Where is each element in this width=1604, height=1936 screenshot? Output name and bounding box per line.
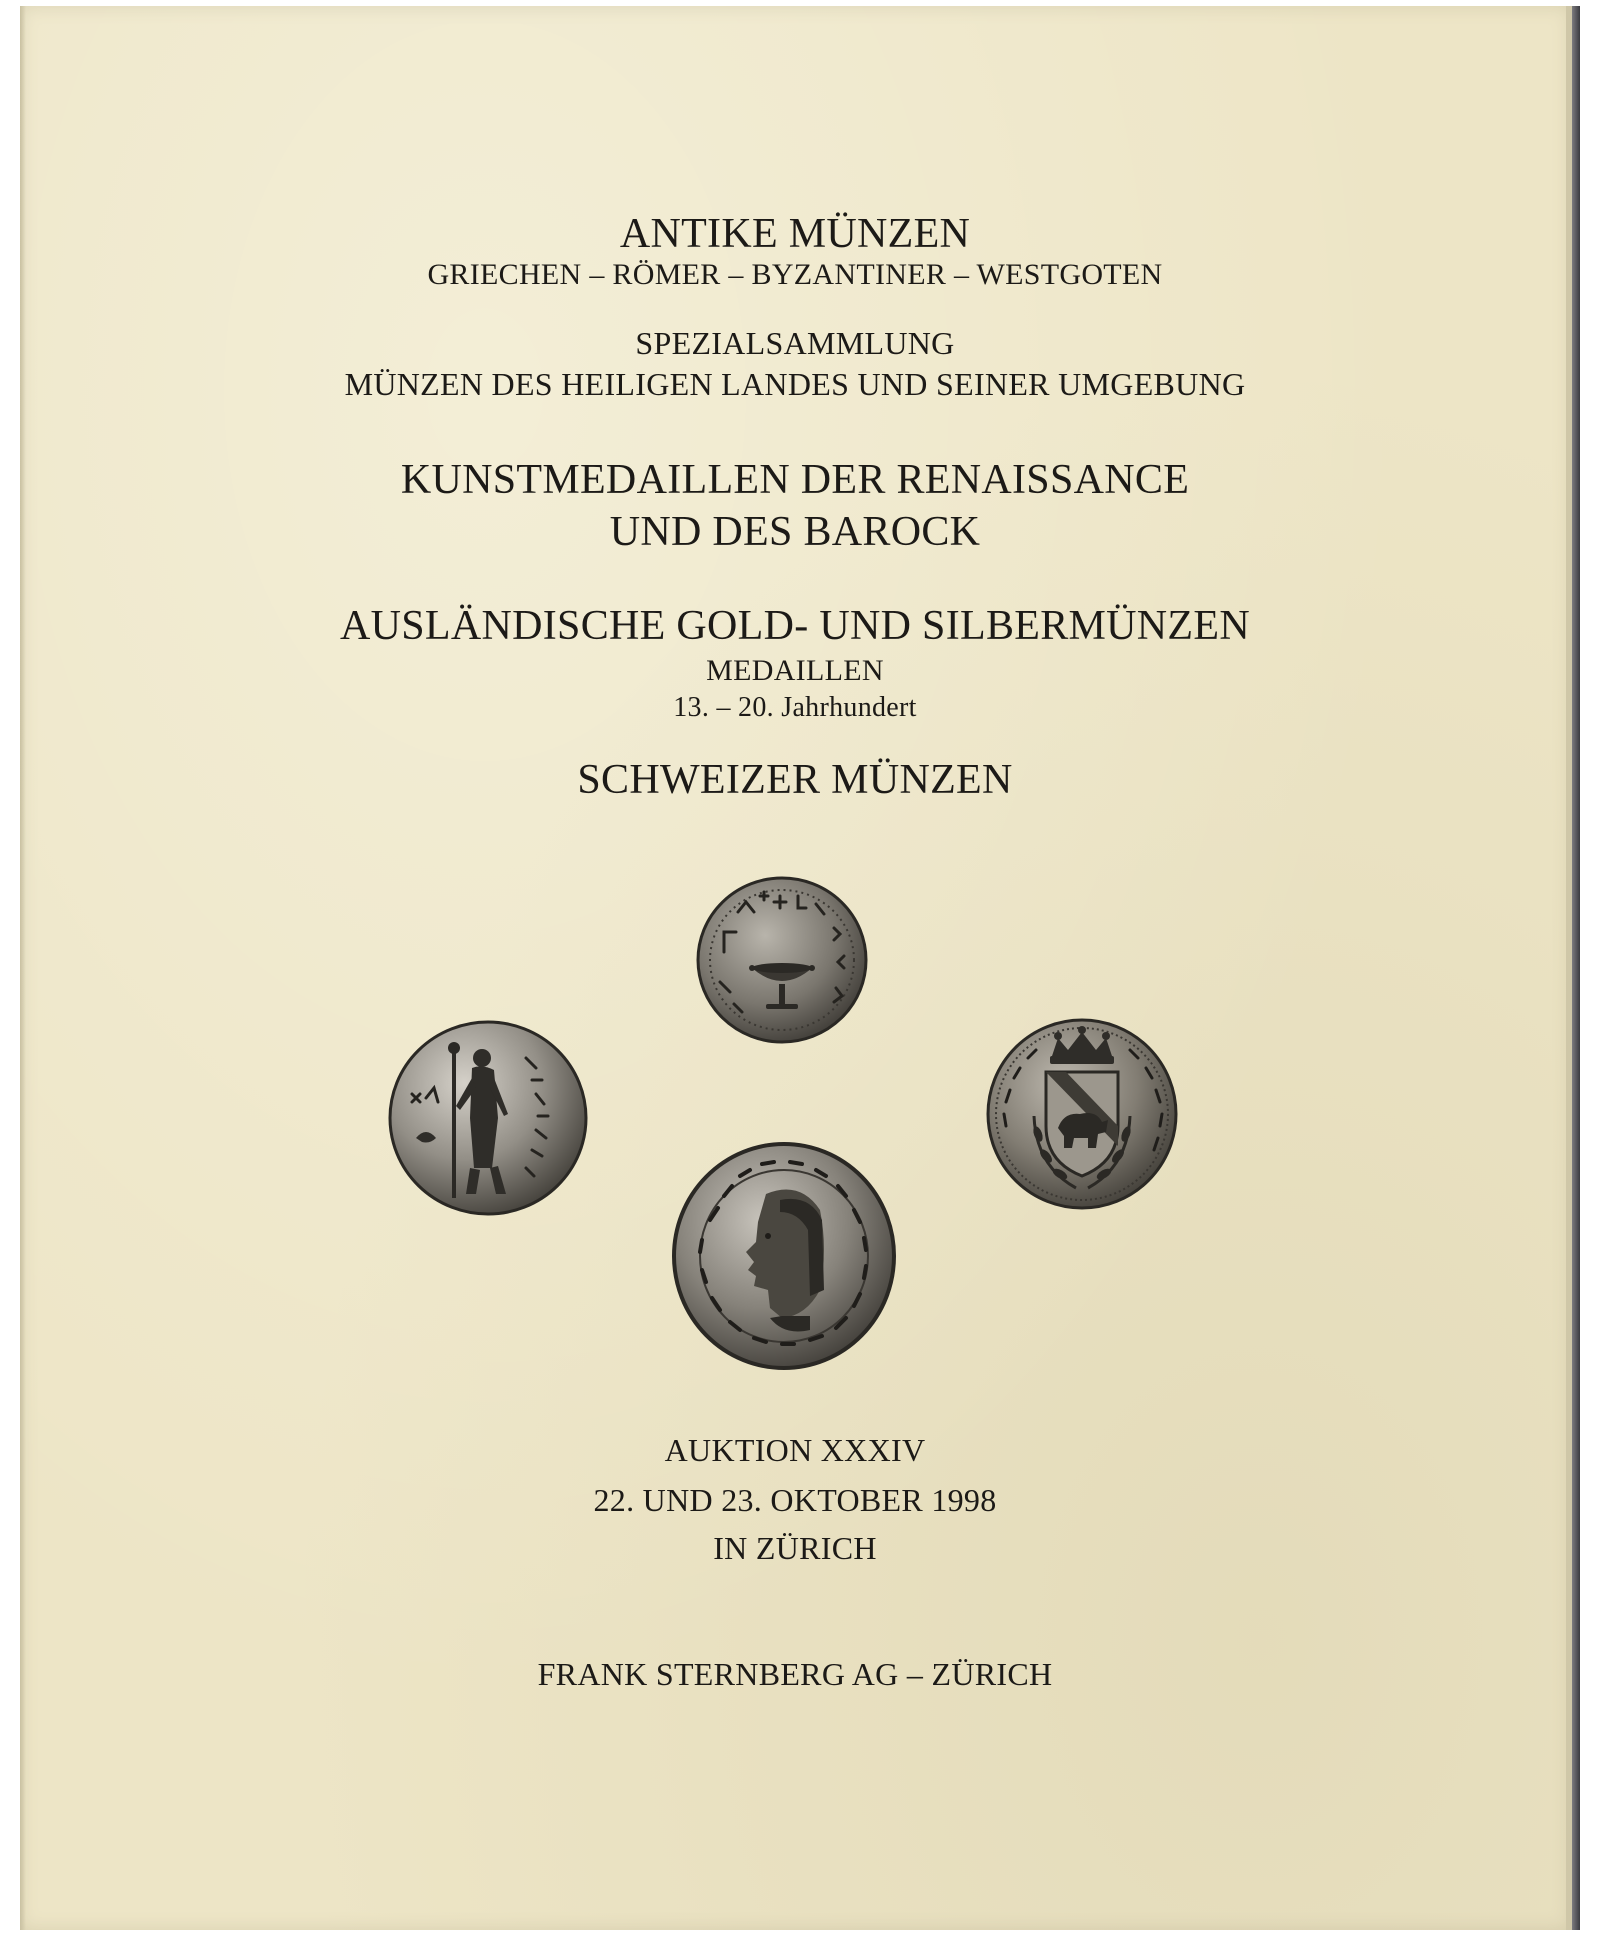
subtitle-heiliges-land: MÜNZEN DES HEILIGEN LANDES UND SEINER UMGEBUNG bbox=[344, 366, 1246, 402]
auction-place: IN ZÜRICH bbox=[713, 1530, 877, 1566]
auction-name: AUKTION XXXIV bbox=[664, 1432, 926, 1468]
renaissance-portrait-medal-icon bbox=[670, 1140, 898, 1372]
auction-dates: 22. UND 23. OKTOBER 1998 bbox=[593, 1482, 997, 1518]
title-schweizer-muenzen: SCHWEIZER MÜNZEN bbox=[577, 757, 1013, 803]
spine-shadow bbox=[1572, 6, 1580, 1930]
subtitle-antike-muenzen: GRIECHEN – RÖMER – BYZANTINER – WESTGOTEN bbox=[427, 258, 1163, 291]
cover-left-edge bbox=[20, 6, 26, 1930]
subtitle-medaillen: MEDAILLEN bbox=[706, 654, 884, 687]
title-auslaendische-muenzen: AUSLÄNDISCHE GOLD- UND SILBERMÜNZEN bbox=[340, 603, 1250, 649]
publisher-name: FRANK STERNBERG AG – ZÜRICH bbox=[537, 1656, 1053, 1692]
title-spezialsammlung: SPEZIALSAMMLUNG bbox=[635, 325, 955, 361]
title-kunstmedaillen: KUNSTMEDAILLEN DER RENAISSANCE bbox=[400, 457, 1190, 503]
bern-arms-coin-icon bbox=[984, 1016, 1180, 1212]
ancient-standing-figure-coin-icon bbox=[386, 1018, 590, 1218]
title-barock: UND DES BAROCK bbox=[609, 509, 981, 555]
title-antike-muenzen: ANTIKE MÜNZEN bbox=[619, 211, 971, 257]
period-jahrhundert: 13. – 20. Jahrhundert bbox=[673, 692, 917, 723]
shekel-chalice-coin-icon bbox=[694, 872, 870, 1048]
